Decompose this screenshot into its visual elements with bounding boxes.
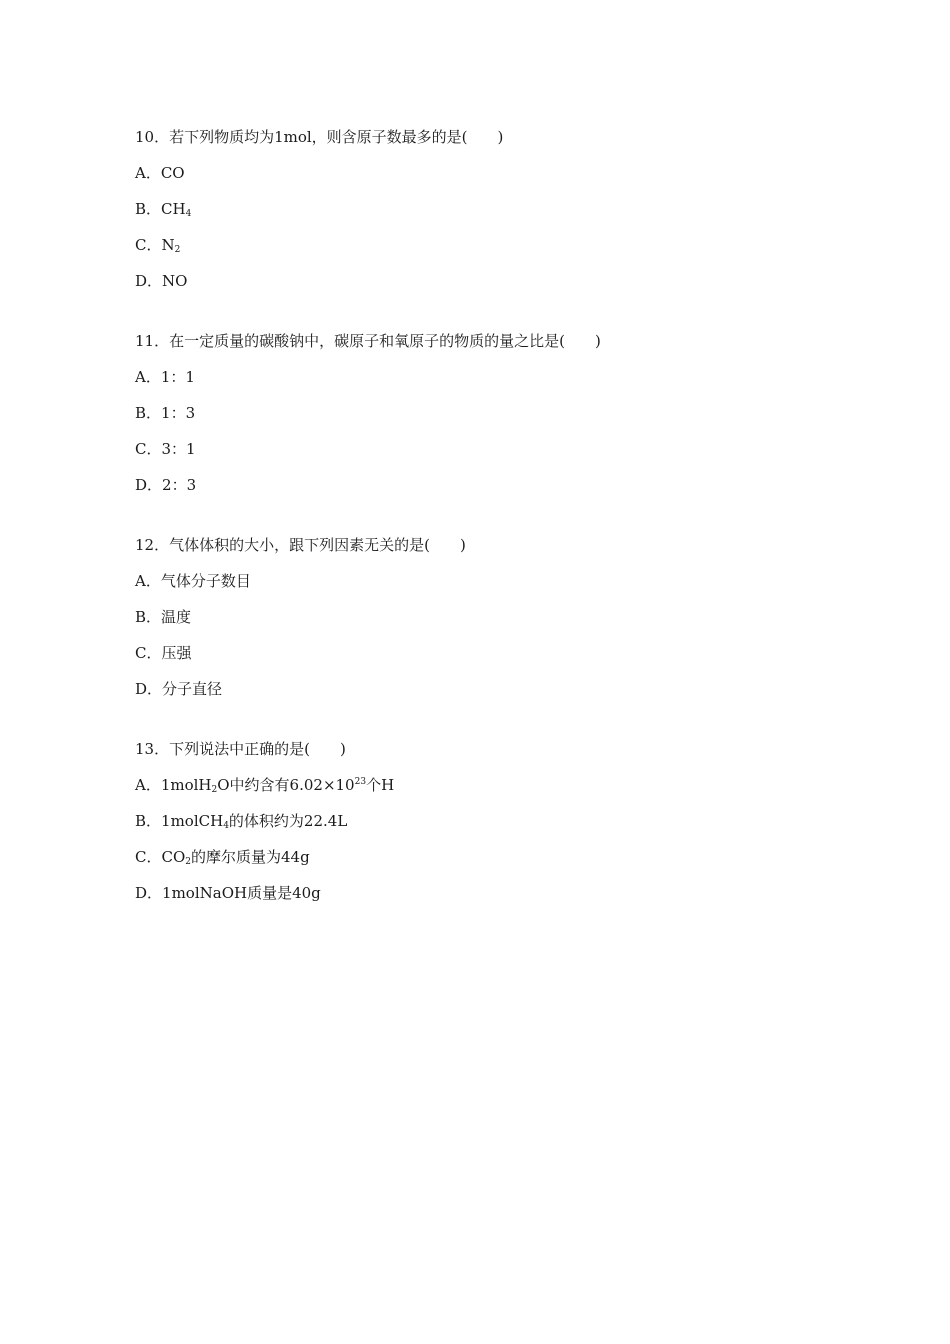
option-text: B．CH: [135, 200, 186, 218]
option-text: C．CO: [135, 848, 186, 866]
subscript: 2: [211, 785, 218, 795]
question-12-option-b: B．温度: [135, 608, 192, 626]
question-11-stem: 11．在一定质量的碳酸钠中，碳原子和氧原子的物质的量之比是( ): [135, 332, 601, 350]
option-text: B．1molCH: [135, 812, 224, 830]
option-text: A．1molH: [135, 776, 212, 794]
question-11-option-a: A．1：1: [135, 368, 195, 386]
option-text: C．N: [135, 236, 175, 254]
question-13-option-b: [135, 812, 347, 830]
question-11-option-c: C．3：1: [135, 440, 196, 458]
question-12-option-c: C．压强: [135, 644, 192, 662]
question-11-option-b: B．1：3: [135, 404, 196, 422]
subscript: 2: [185, 857, 191, 867]
question-12-option-d: D．分子直径: [135, 680, 223, 698]
subscript: 2: [174, 245, 181, 255]
option-text: 个H: [366, 776, 395, 794]
option-text: 的体积约为22.4L: [228, 812, 348, 830]
option-text: O中约含有6.02×10: [217, 776, 355, 794]
subscript: 4: [223, 821, 229, 831]
question-11-option-d: D．2：3: [135, 476, 197, 494]
question-10-option-d: D．NO: [135, 272, 188, 290]
question-10-stem: 10．若下列物质均为1mol，则含原子数最多的是( ): [135, 128, 504, 146]
superscript: 23: [354, 777, 367, 787]
question-13-option-a: [135, 776, 394, 794]
subscript: 4: [185, 209, 192, 219]
question-13-stem: 13．下列说法中正确的是( ): [135, 740, 346, 758]
question-13-option-d: D．1molNaOH质量是40g: [135, 884, 321, 902]
question-10-option-a: A．CO: [135, 164, 185, 182]
question-10-option-b: [135, 200, 191, 218]
question-13-option-c: [135, 848, 310, 866]
option-text: 的摩尔质量为44g: [191, 848, 310, 866]
question-12-option-a: A．气体分子数目: [135, 572, 251, 590]
question-12-stem: 12．气体体积的大小，跟下列因素无关的是( ): [135, 536, 466, 554]
question-10-option-c: [135, 236, 180, 254]
